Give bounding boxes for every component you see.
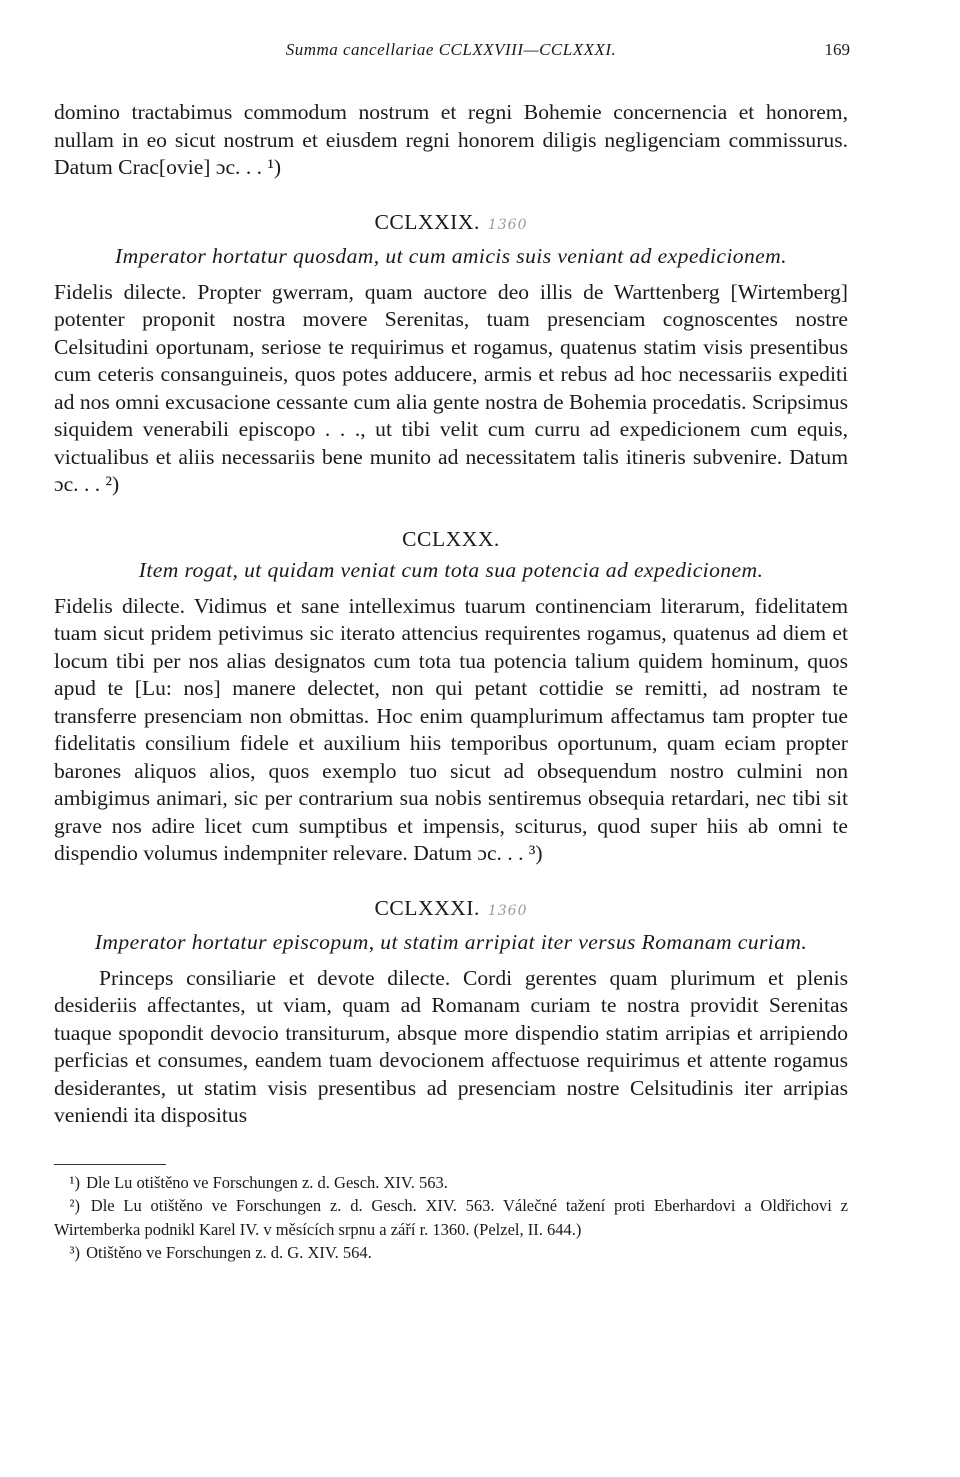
footnote-number: ²) <box>69 1196 80 1215</box>
document-cclxxix <box>54 208 848 499</box>
footnote-number: ¹) <box>69 1172 80 1192</box>
page <box>54 40 848 1265</box>
intro-paragraph: domino tractabimus commodum nostrum et regni Bohemie concernencia et honorem, nullam in eo sicut nostrum et eiusdem regni honorem diligis negligenciam commissurus. Datum Crac[ovie] ɔc. . . ¹) <box>54 100 848 179</box>
footnote-number: ³) <box>69 1243 80 1262</box>
document-summary: Item rogat, ut quidam veniat cum tota sua potencia ad expedicionem. <box>138 557 764 582</box>
footnote-text: Otištěno ve Forschungen z. d. G. XIV. 564. <box>86 1243 372 1262</box>
page-number: 169 <box>824 40 850 59</box>
footnote <box>54 1194 848 1241</box>
document-body: Fidelis dilecte. Vidimus et sane intelleximus tuarum continenciam literarum, fidelitatem tuam sicut pridem petivimus sic iterato attencius requirentes rogamus, quatenus ad diem et locum tibi per nos alias designatos cum tota tua potencia talium quidem hominum, quos apud te [Lu: nos] manere delectet, non qui petant cottidie se remitti, ad nostram te transferre presenciam non obmittas. Hoc enim quamplurimum affectamus tam propter tue fidelitatis consilium fidele et auxilium hiis temporibus oportunum, quam eciam propter barones aliquos alios, quos exemplo tuo sicut ad obsequendum nostro culmini non ambigimus animari, sic per contrarium sua nobis sentiremus obsequia retardari, nec tibi sit grave nos adire licet cum sumptibus et impensis, sciturus, quod super hiis ab omni te dispendio volumus indempniter relevare. Datum ɔc. . . ³) <box>54 593 848 865</box>
footnotes <box>54 1171 848 1265</box>
document-cclxxxi <box>54 894 848 1130</box>
footnote <box>54 1171 848 1195</box>
footnote <box>54 1241 848 1265</box>
handwritten-date-note: 1360 <box>487 902 528 919</box>
document-number: CCLXXIX. <box>374 209 480 234</box>
document-number: CCLXXX. <box>402 526 500 551</box>
running-head <box>54 40 848 66</box>
document-summary: Imperator hortatur quosdam, ut cum amicis suis veniant ad expedicionem. <box>115 243 787 268</box>
document-summary: Imperator hortatur episcopum, ut statim arripiat iter versus Romanam curiam. <box>94 929 808 954</box>
footnote-rule <box>54 1164 166 1165</box>
document-heading <box>54 525 848 553</box>
footnote-text: Dle Lu otištěno ve Forschungen z. d. Gesch. XIV. 563. Válečné tažení proti Eberhardovi a Oldřichovi z Wirtemberka podnikl Karel IV. v měsících srpnu a září r. 1360. (Pelzel, II. 644.) <box>54 1196 849 1239</box>
document-body: Princeps consiliarie et devote dilecte. Cordi gerentes quam plurimum et plenis desideriis affectantes, ut viam, quam ad Romanam curiam te nostra providit Serenitas tuaque spopondit devocio transiturum, absque more dispendio statim arripias et arripiendo perficias et consumes, eandem tuam devocionem affectuose requirimus et attente rogamus desiderantes, ut statim visis presentibus ad presenciam nostre Celsitudinis iter arripias veniendi ita dispositus <box>54 965 848 1127</box>
handwritten-date-note: 1360 <box>487 216 528 233</box>
footnote-text: Dle Lu otištěno ve Forschungen z. d. Gesch. XIV. 563. <box>86 1172 448 1192</box>
running-title: Summa cancellariae CCLXXVIII—CCLXXXI. <box>285 40 617 59</box>
document-number: CCLXXXI. <box>374 895 480 920</box>
document-heading <box>54 894 848 925</box>
document-body: Fidelis dilecte. Propter gwerram, quam auctore deo illis de Warttenberg [Wirtemberg] potenter proponit nostra movere Serenitas, tuam presenciam cognoscentes nostre Celsitudini oportunam, seriose te requirimus et rogamus, quatenus statim visis presentibus cum ceteris consanguineis, quos potes adducere, armis et rebus ad hoc necessariis expediti ad nos omni excusacione cessante cum alia gente nostra de Bohemia procedatis. Scripsimus siquidem venerabili episcopo . . ., ut tibi velit cum curru ad expedicionem cum equis, victualibus et aliis necessariis bene munito ad necessitatem talis itineris subvenire. Datum ɔc. . . ²) <box>54 279 848 496</box>
document-cclxxx <box>54 525 848 868</box>
document-heading <box>54 208 848 239</box>
